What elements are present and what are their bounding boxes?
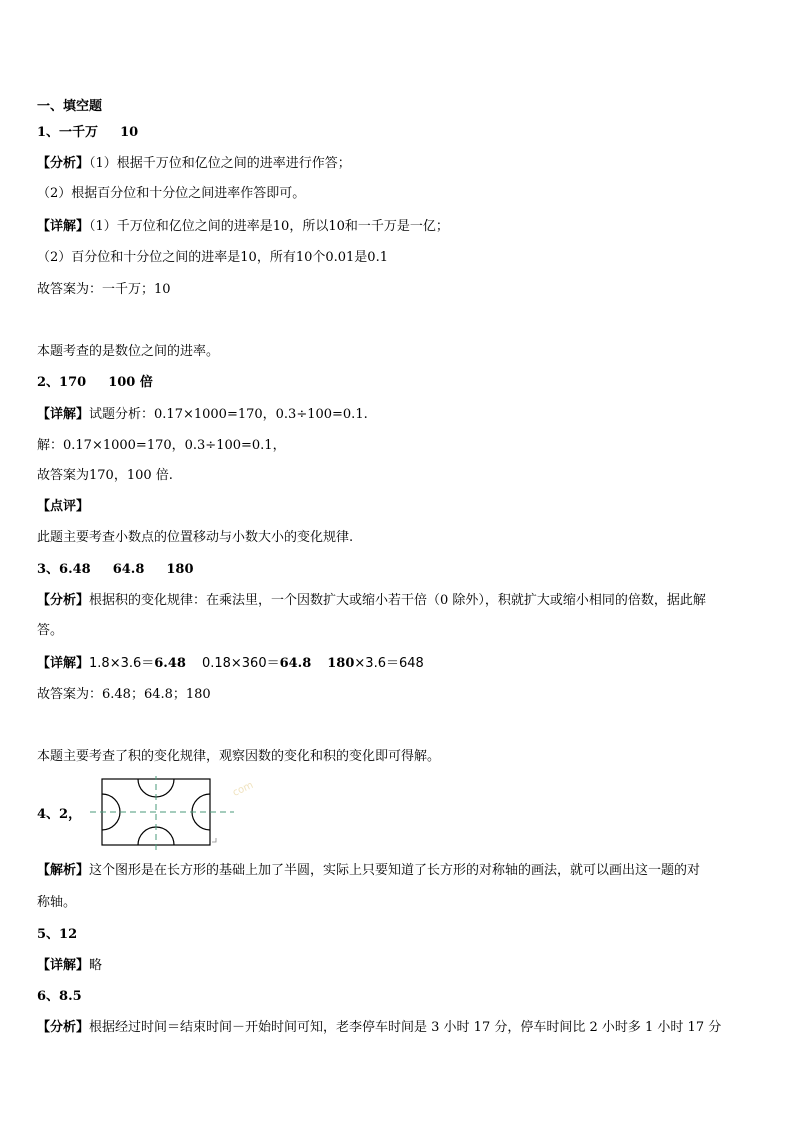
detail-text: 略 xyxy=(89,958,103,973)
detail-tag: 【详解】 xyxy=(37,219,90,234)
question-1-final-answer: 故答案为：一千万；10 xyxy=(37,282,171,297)
equation-left: 180 xyxy=(327,656,355,671)
question-2-detail-2: 解：0.17×1000=170，0.3÷100=0.1， xyxy=(37,438,286,453)
question-2-detail-1 xyxy=(37,406,368,424)
answer-value: 180 xyxy=(166,562,194,577)
equation-left: 1.8×3.6＝ xyxy=(89,656,155,671)
question-4-analysis-1 xyxy=(37,862,700,880)
question-2-final-answer: 故答案为170，100 倍. xyxy=(37,468,173,483)
question-3-final-answer: 故答案为：6.48；64.8；180 xyxy=(37,687,211,702)
analysis-text: 根据积的变化规律：在乘法里，一个因数扩大或缩小若干倍（0 除外），积就扩大或缩小相同的倍数，据此解 xyxy=(89,593,706,608)
question-3-analysis-2: 答。 xyxy=(37,623,64,638)
question-3-note: 本题主要考查了积的变化规律，观察因数的变化和积的变化即可得解。 xyxy=(37,749,441,764)
analysis-text: 这个图形是在长方形的基础上加了半圆，实际上只要知道了长方形的对称轴的画法，就可以画出这一题的对 xyxy=(89,863,701,878)
detail-tag: 【详解】 xyxy=(37,656,90,671)
equation-result: ×3.6＝648 xyxy=(354,656,424,671)
detail-text: （1）千万位和亿位之间的进率是10，所以10和一千万是一亿； xyxy=(89,219,449,234)
question-5-detail xyxy=(37,957,102,975)
analysis-tag: 【分析】 xyxy=(37,593,90,608)
question-3-answer xyxy=(37,561,194,579)
section-title: 一、填空题 xyxy=(37,99,103,114)
answer-value: 6.48 xyxy=(59,562,91,577)
question-1-analysis-2: （2）根据百分位和十分位之间进率作答即可。 xyxy=(37,186,306,201)
detail-tag: 【详解】 xyxy=(37,958,90,973)
question-3-analysis-1 xyxy=(37,592,706,610)
svg-text:com: com xyxy=(231,779,256,798)
equation-result: 64.8 xyxy=(279,656,312,671)
analysis-tag: 【分析】 xyxy=(37,156,90,171)
question-1-detail-2: （2）百分位和十分位之间的进率是10，所有10个0.01是0.1 xyxy=(37,250,388,265)
return-mark-icon xyxy=(212,838,216,842)
equation-left: 0.18×360＝ xyxy=(201,656,280,671)
question-number: 2、 xyxy=(37,375,60,390)
question-6-analysis-1 xyxy=(37,1019,721,1037)
detail-tag: 【详解】 xyxy=(37,407,90,422)
question-1-analysis-1 xyxy=(37,155,351,173)
answer-value: 10 xyxy=(120,125,139,140)
answer-value: 100 倍 xyxy=(108,375,153,390)
answer-value: 170 xyxy=(59,375,87,390)
question-4-analysis-2: 称轴。 xyxy=(37,895,77,910)
analysis-tag: 【解析】 xyxy=(37,863,90,878)
analysis-text: （1）根据千万位和亿位之间的进率进行作答； xyxy=(89,156,351,171)
question-1-answer xyxy=(37,124,138,142)
analysis-text: 根据经过时间＝结束时间－开始时间可知，老李停车时间是 3 小时 17 分，停车时间比 2 小时多 1 小时 17 分 xyxy=(89,1020,722,1035)
question-2-comment-tag: 【点评】 xyxy=(37,499,90,514)
question-4-answer: 4、2， xyxy=(37,807,82,822)
detail-text: 试题分析：0.17×1000=170，0.3÷100=0.1. xyxy=(89,407,368,422)
question-1-detail-1 xyxy=(37,218,449,236)
question-number: 1、 xyxy=(37,125,60,140)
equation-result: 6.48 xyxy=(154,656,186,671)
question-1-note: 本题考查的是数位之间的进率。 xyxy=(37,344,220,359)
answer-value: 一千万 xyxy=(59,125,99,140)
symmetry-figure xyxy=(88,776,238,850)
question-5-answer: 5、12 xyxy=(37,927,78,942)
answer-value: 64.8 xyxy=(112,562,145,577)
question-2-answer xyxy=(37,374,153,392)
analysis-tag: 【分析】 xyxy=(37,1020,90,1035)
question-6-answer: 6、8.5 xyxy=(37,989,82,1004)
question-number: 3、 xyxy=(37,562,60,577)
rectangle-semicircles-diagram xyxy=(88,776,238,850)
question-3-detail-equations xyxy=(37,655,424,673)
question-2-comment: 此题主要考查小数点的位置移动与小数大小的变化规律. xyxy=(37,530,354,545)
